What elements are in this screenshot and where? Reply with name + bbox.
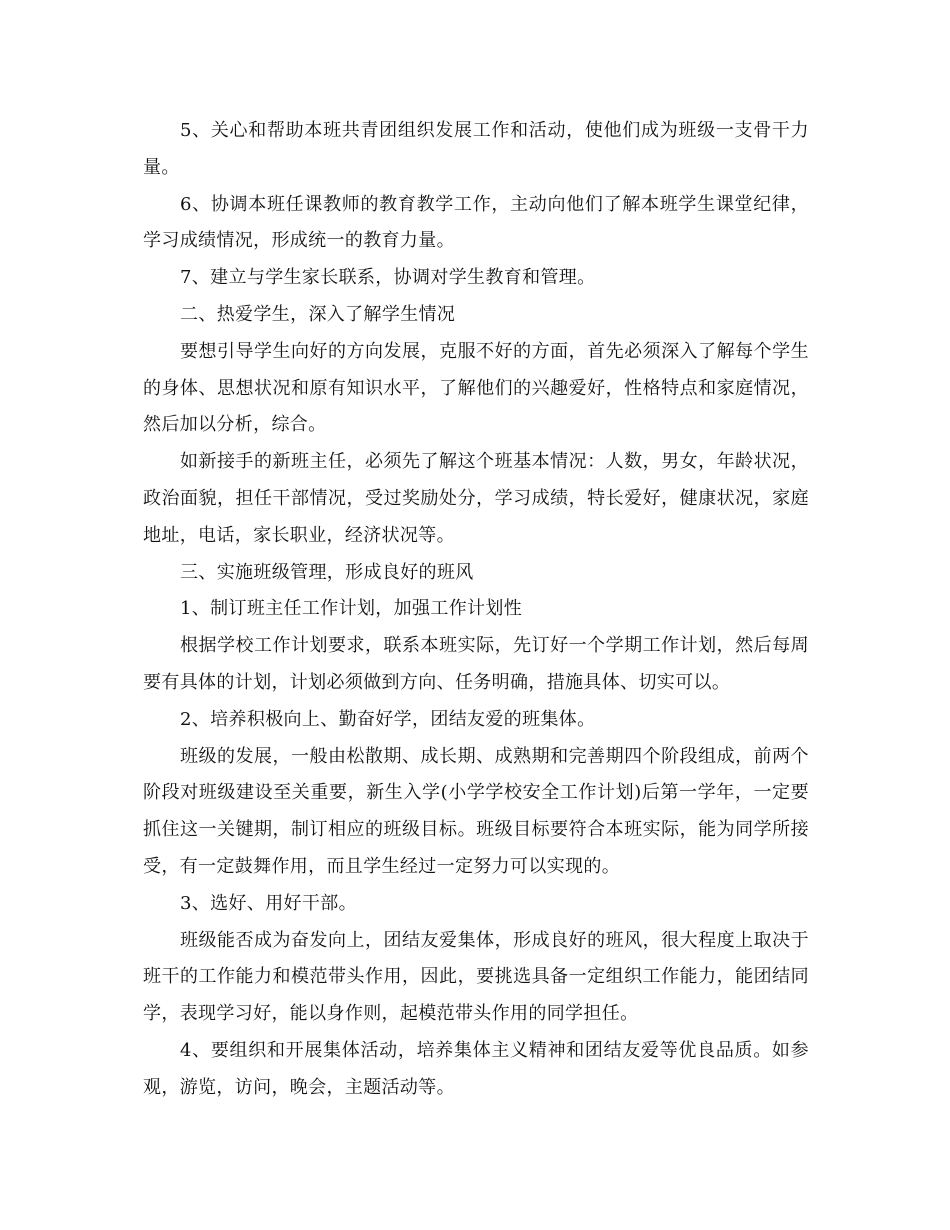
document-body [143,113,809,1107]
subheading-1: 1、制订班主任工作计划，加强工作计划性 [180,598,523,620]
paragraph-item-4-activities: 4、要组织和开展集体活动，培养集体主义精神和团结友爱等优良品质。如参观，游览，访问，晚会，主题活动等。 [143,1039,809,1098]
paragraph-item-5: 5、关心和帮助本班共青团组织发展工作和活动，使他们成为班级一支骨干力量。 [143,120,809,178]
section-heading-2: 二、热爱学生，深入了解学生情况 [180,303,456,325]
subheading-3: 3、选好、用好干部。 [180,892,357,914]
paragraph-item-7: 7、建立与学生家长联系，协调对学生教育和管理。 [180,267,596,289]
paragraph-new-teacher: 如新接手的新班主任，必须先了解这个班基本情况：人数，男女，年龄状况，政治面貌，担任干部情况，受过奖励处分，学习成绩，特长爱好，健康状况，家庭地址，电话，家长职业，经济状况等。 [143,451,809,546]
section-heading-3: 三、实施班级管理，形成良好的班风 [180,561,474,583]
paragraph-understand-students: 要想引导学生向好的方向发展，克服不好的方面，首先必须深入了解每个学生的身体、思想状况和原有知识水平，了解他们的兴趣爱好，性格特点和家庭情况，然后加以分析，综合。 [143,340,809,436]
paragraph-class-cadres: 班级能否成为奋发向上，团结友爱集体，形成良好的班风，很大程度上取决于班干的工作能力和模范带头作用，因此，要挑选具备一定组织工作能力，能团结同学，表现学习好，能以身作则，起模范带头作用的同学担任。 [143,929,809,1025]
paragraph-work-plan: 根据学校工作计划要求，联系本班实际，先订好一个学期工作计划，然后每周要有具体的计划，计划必须做到方向、任务明确，措施具体、切实可以。 [143,635,809,693]
paragraph-item-6: 6、协调本班任课教师的教育教学工作，主动向他们了解本班学生课堂纪律，学习成绩情况，形成统一的教育力量。 [143,193,809,252]
paragraph-class-development: 班级的发展，一般由松散期、成长期、成熟期和完善期四个阶段组成，前两个阶段对班级建设至关重要，新生入学(小学学校安全工作计划)后第一学年，一定要抓住这一关键期，制订相应的班级目标。班级目标要符合本班实际，能为同学所接受，有一定鼓舞作用，而且学生经过一定努力可以实现的。 [143,745,809,877]
subheading-2: 2、培养积极向上、勤奋好学，团结友爱的班集体。 [180,708,596,730]
